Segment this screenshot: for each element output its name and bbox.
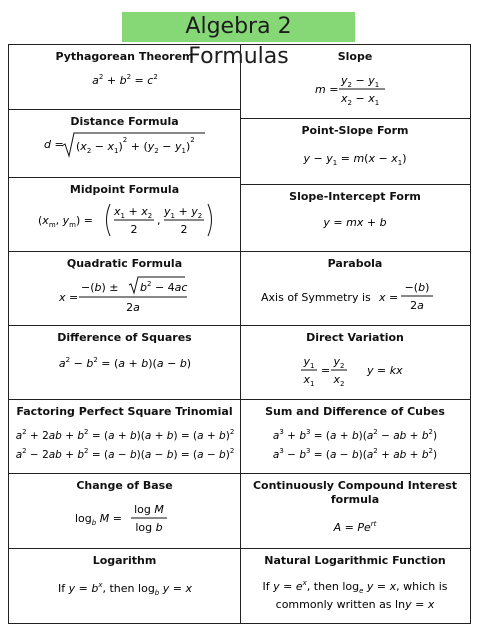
right-column (240, 45, 470, 623)
formula-pythagorean (9, 71, 240, 89)
formula-direct-variation (240, 350, 470, 390)
card-title: Change of Base (76, 479, 173, 492)
svg-text:commonly written as lny = x: commonly written as lny = x (275, 598, 435, 611)
svg-text:b2 − 4ac: $b^2 - 4ac$ (139, 280, 187, 294)
svg-text:2: 2 (130, 223, 137, 236)
card-logarithm (9, 549, 240, 625)
card-slope-intercept (240, 185, 470, 252)
card-diff-squares (9, 326, 240, 400)
card-title: Factoring Perfect Square Trinomial (16, 405, 233, 418)
svg-text:y1: $y_1$ (303, 355, 315, 370)
svg-text:,: , (156, 214, 160, 227)
card-title: Slope-Intercept Form (289, 190, 421, 203)
card-title: Point-Slope Form (301, 124, 409, 137)
svg-text:If y = bx, then logb y = x: If $y = b^x$, then $\log_b y = x$ (57, 581, 192, 597)
svg-text:y1 + y2: $y_1 + y_2$ (163, 205, 202, 220)
card-title: Parabola (327, 257, 383, 270)
card-title: Pythagorean Theorem (55, 50, 194, 63)
formula-distance (9, 130, 240, 160)
formula-perfect-square (9, 426, 240, 464)
svg-text:a3 + b3 = (a + b)(a2 − ab + b2: $a^3 + b^3 = (a + b)(a^2$ − ab + $b^2$) (272, 428, 438, 442)
word-which: , which is (396, 580, 448, 593)
svg-text:log M: log M (133, 503, 164, 516)
card-pythagorean (9, 45, 240, 110)
card-title: Sum and Difference of Cubes (265, 405, 445, 418)
svg-text:a2 + 2ab + b2 = (a + b)(a + b): $a^2 + 2ab + b^2 = (a + b)(a + b) = (a + b)^2$ (15, 428, 234, 442)
svg-text:x2: $x_2$ (333, 373, 345, 388)
formula-natural-log (240, 577, 470, 613)
formula-quadratic (9, 276, 240, 316)
svg-text:y2: $y_2$ (333, 355, 345, 370)
card-quadratic (9, 252, 240, 326)
svg-text:x =: x = (379, 291, 399, 304)
svg-text:(xm, ym) =: ($x_m$, $y_m$) = (37, 214, 93, 229)
parabola-label: Axis of Symmetry is (261, 291, 371, 304)
svg-text:x1 + x2: $x_1 + x_2$ (113, 205, 152, 220)
formula-logarithm (9, 579, 240, 597)
card-midpoint (9, 178, 240, 252)
svg-text:y2 − y1: $y_2 - y_1$ (341, 74, 380, 89)
card-perfect-square (9, 400, 240, 474)
card-slope (240, 45, 470, 119)
svg-text:log b: log b (134, 521, 163, 534)
formula-point-slope (240, 149, 470, 167)
svg-text:y = mx + b: y = mx + b (323, 216, 387, 229)
card-compound-interest (240, 474, 470, 549)
page-title: Algebra 2 Formulas (122, 12, 355, 42)
card-title: Midpoint Formula (69, 183, 180, 196)
card-natural-log (240, 549, 470, 625)
card-title: Direct Variation (306, 331, 404, 344)
svg-text:d =: d = (43, 138, 64, 151)
svg-text:y − y1 = m(x − x1): $y - y_1 = m(x - x_1)$ (303, 152, 407, 167)
svg-text:−(b): −(b) (404, 281, 430, 294)
svg-text:−(b) ±: −(b) ± (80, 281, 119, 294)
svg-text:(x2 − x1)2 + (y2 − y1)2: $(x_2 - x_1)^2 + (y_2 - y_1)^2$ (75, 136, 195, 155)
formula-compound-interest (240, 518, 470, 536)
card-change-base (9, 474, 240, 549)
svg-text:m =: m = (315, 83, 339, 96)
card-title: Distance Formula (70, 115, 179, 128)
svg-text:2a: 2a (125, 301, 140, 314)
formula-cubes (240, 426, 470, 464)
formula-change-base (9, 498, 240, 538)
card-title: Quadratic Formula (66, 257, 183, 270)
formula-diff-squares (9, 354, 240, 372)
svg-text:x1: $x_1$ (303, 373, 315, 388)
svg-text:2a: 2a (410, 299, 424, 312)
svg-text:If y = ex, then loge y = x, wh: If $y = e^x$, then $\log_e y = x$, which is (262, 579, 448, 595)
word-if: If (262, 580, 270, 593)
card-distance (9, 110, 240, 178)
svg-text:x2 − x1: $x_2 - x_1$ (341, 92, 380, 107)
card-title: Continuously Compound Interest formula (252, 479, 458, 506)
left-column (9, 45, 241, 623)
card-title: Difference of Squares (57, 331, 192, 344)
card-title: Natural Logarithmic Function (264, 554, 446, 567)
word-if: If (57, 582, 65, 595)
svg-text:2: 2 (180, 223, 187, 236)
svg-text:a2 + b2 = c2: $a^2 + b^2 = c^2$ (91, 73, 158, 87)
word-then: , then (306, 580, 339, 593)
formula-midpoint (9, 200, 240, 240)
svg-text:A = Pert: $A = Pe^{rt}$ (333, 520, 377, 534)
formula-parabola (240, 276, 470, 316)
card-title: Slope (337, 50, 373, 63)
formula-slope-intercept (240, 213, 470, 231)
card-parabola (240, 252, 470, 326)
svg-text:a2 − b2 = (a + b)(a − b): $a^2 - b^2 = (a + b)(a - b)$ (58, 356, 191, 370)
svg-text:y = kx: y = kx (367, 364, 403, 377)
svg-text:logb M =: $\log_b M$ = (74, 512, 122, 527)
card-cubes (240, 400, 470, 474)
word-then: , then (102, 582, 135, 595)
formula-slope (240, 69, 470, 109)
card-title: Logarithm (92, 554, 157, 567)
card-direct-variation (240, 326, 470, 400)
svg-text:a2 − 2ab + b2 = (a − b)(a − b): $a^2 - 2ab + b^2 = (a - b)(a - b) = (a - b)^2$ (15, 447, 234, 461)
svg-text:a3 − b3 = (a − b)(a2 + ab + b2: $a^3 - b^3 = (a - b)(a^2$ + ab + $b^2$) (272, 447, 438, 461)
formula-sheet (8, 44, 471, 624)
word-written: commonly written as (275, 598, 392, 611)
svg-text:=: = (321, 364, 331, 377)
svg-text:x =: x = (58, 291, 78, 304)
card-point-slope (240, 119, 470, 185)
